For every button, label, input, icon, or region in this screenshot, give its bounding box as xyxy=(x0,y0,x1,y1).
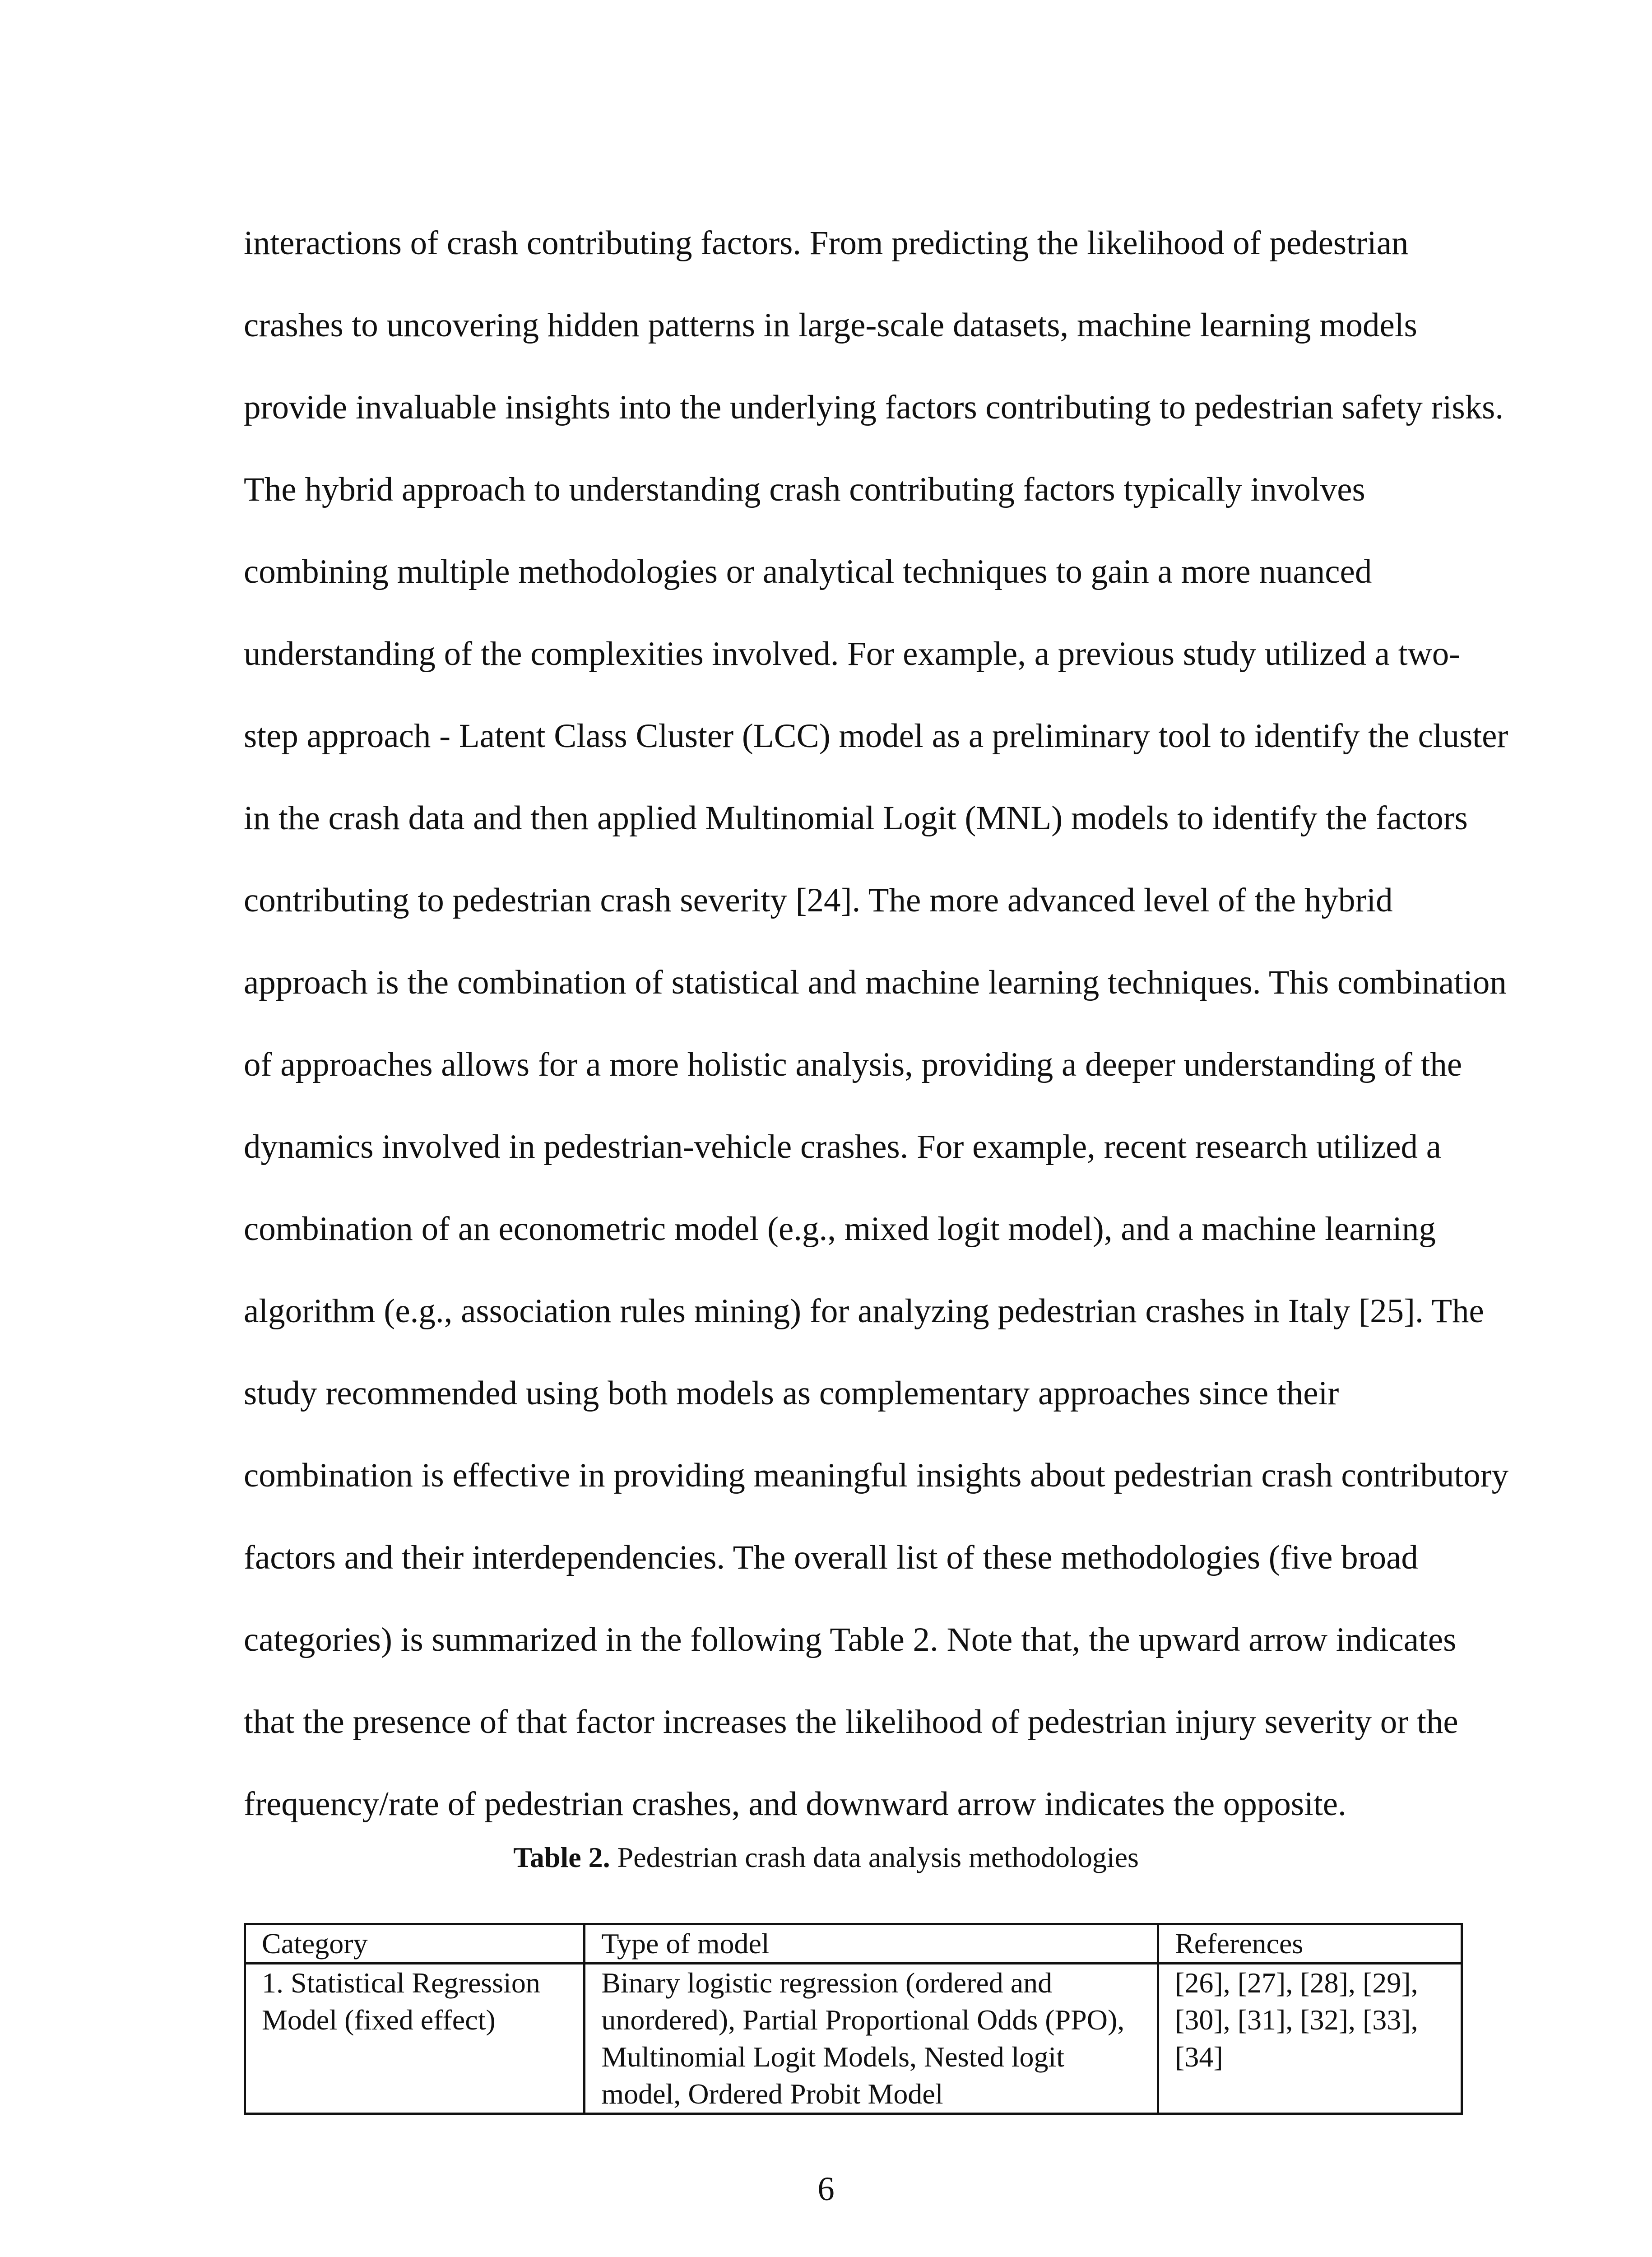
text-line: interactions of crash contributing factors. From predicting the likelihood of pedestrian xyxy=(244,224,1409,262)
text-line: The hybrid approach to understanding crash contributing factors typically involves xyxy=(244,471,1365,508)
text-line: study recommended using both models as complementary approaches since their xyxy=(244,1375,1339,1412)
table-header-row xyxy=(245,1924,1462,1964)
cell-text-line: 1. Statistical Regression xyxy=(262,1967,540,1999)
cell-text-line: Model (fixed effect) xyxy=(262,2004,496,2036)
cell-category xyxy=(245,1964,585,2114)
text-line: contributing to pedestrian crash severity [24]. The more advanced level of the hybrid xyxy=(244,882,1393,919)
text-line: dynamics involved in pedestrian-vehicle crashes. For example, recent research utilized a xyxy=(244,1128,1442,1166)
cell-text-line: Binary logistic regression (ordered and xyxy=(601,1967,1053,1999)
text-line: combination is effective in providing meaningful insights about pedestrian crash contributory xyxy=(244,1457,1509,1494)
table-caption-label: Table 2. xyxy=(513,1841,610,1873)
text-line: provide invaluable insights into the underlying factors contributing to pedestrian safety risks. xyxy=(244,389,1504,426)
header-references: References xyxy=(1158,1924,1462,1964)
text-line: of approaches allows for a more holistic analysis, providing a deeper understanding of the xyxy=(244,1046,1462,1083)
text-line: crashes to uncovering hidden patterns in large-scale datasets, machine learning models xyxy=(244,307,1417,344)
cell-text-line: [34] xyxy=(1175,2041,1223,2073)
cell-text-line: unordered), Partial Proportional Odds (PPO), xyxy=(601,2004,1125,2036)
text-line: categories) is summarized in the following Table 2. Note that, the upward arrow indicates xyxy=(244,1621,1457,1658)
table-caption-text: Pedestrian crash data analysis methodologies xyxy=(610,1841,1139,1873)
cell-text-line: [30], [31], [32], [33], xyxy=(1175,2004,1418,2036)
cell-text-line: [26], [27], [28], [29], xyxy=(1175,1967,1418,1999)
text-line: understanding of the complexities involved. For example, a previous study utilized a two- xyxy=(244,635,1461,673)
table-caption xyxy=(0,1837,1652,1878)
page-number: 6 xyxy=(817,2170,835,2208)
cell-text-line: model, Ordered Probit Model xyxy=(601,2078,943,2110)
cell-type-of-model xyxy=(585,1964,1158,2114)
body-paragraph xyxy=(244,202,1509,1845)
text-line: in the crash data and then applied Multinomial Logit (MNL) models to identify the factors xyxy=(244,799,1468,837)
header-type-of-model: Type of model xyxy=(585,1924,1158,1964)
cell-text-line: Multinomial Logit Models, Nested logit xyxy=(601,2041,1065,2073)
text-line: algorithm (e.g., association rules mining) for analyzing pedestrian crashes in Italy [25]. The xyxy=(244,1292,1484,1330)
methodologies-table xyxy=(244,1923,1463,2115)
text-line: combining multiple methodologies or analytical techniques to gain a more nuanced xyxy=(244,553,1372,590)
text-line: factors and their interdependencies. The overall list of these methodologies (five broad xyxy=(244,1539,1418,1576)
text-line: that the presence of that factor increases the likelihood of pedestrian injury severity or the xyxy=(244,1703,1458,1741)
header-category: Category xyxy=(245,1924,585,1964)
text-line: approach is the combination of statistical and machine learning techniques. This combination xyxy=(244,964,1507,1001)
text-line: step approach - Latent Class Cluster (LCC) model as a preliminary tool to identify the cluster xyxy=(244,717,1508,755)
text-line: frequency/rate of pedestrian crashes, and downward arrow indicates the opposite. xyxy=(244,1785,1346,1823)
cell-references xyxy=(1158,1964,1462,2114)
text-line: combination of an econometric model (e.g., mixed logit model), and a machine learning xyxy=(244,1210,1436,1248)
table-row xyxy=(245,1964,1462,2114)
